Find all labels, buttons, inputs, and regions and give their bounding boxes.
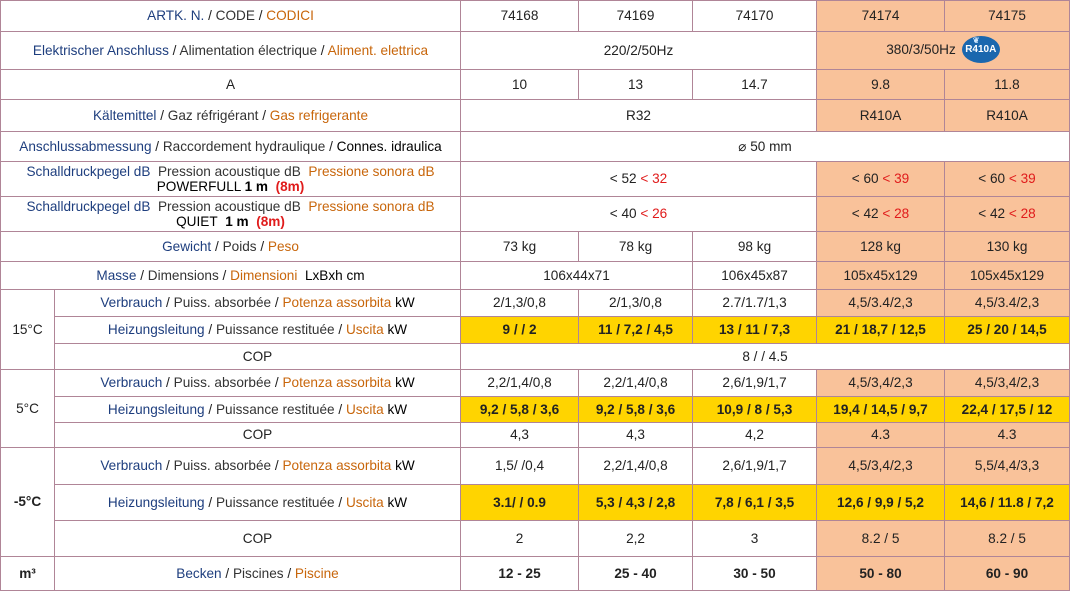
noise-powerful-value-3: < 60 < 39 [945,162,1070,197]
cell: 2,2/1,4/0,8 [579,448,693,485]
dimensions-label: Masse / Dimensions / Dimensioni LxBxh cm [1,262,461,290]
cell: 2,6/1,9/1,7 [693,370,817,397]
cell: 2,2/1,4/0,8 [461,370,579,397]
cell: 3 [693,521,817,557]
cell: 12,6 / 9,9 / 5,2 [817,485,945,521]
pool-value: 25 - 40 [579,557,693,591]
cell: 9,2 / 5,8 / 3,6 [461,397,579,423]
power-label: Elektrischer Anschluss / Alimentation électrique / Aliment. elettrica [1,32,461,70]
cell: 13 / 11 / 7,3 [693,317,817,344]
row-m5-verbrauch [1,448,1070,485]
amp-value: 10 [461,70,579,100]
row-weight [1,232,1070,262]
cell: 2.7/1.7/1,3 [693,290,817,317]
cell: 22,4 / 17,5 / 12 [945,397,1070,423]
cell: 9,2 / 5,8 / 3,6 [579,397,693,423]
cop-label: COP [55,423,461,448]
cell: 2,2 [579,521,693,557]
amp-value: 11.8 [945,70,1070,100]
cop-label: COP [55,344,461,370]
cop-label: COP [55,521,461,557]
amp-label: A [1,70,461,100]
cell: 5,5/4,4/3,3 [945,448,1070,485]
cell: 4,5/3,4/2,3 [817,370,945,397]
noise-quiet-label: Schalldruckpegel dB Pression acoustique dB Pressione sonora dB QUIET 1 m (8m) [1,197,461,232]
noise-powerful-value-1: < 52 < 32 [461,162,817,197]
temp-15: 15°C [1,290,55,370]
temp-minus-5: -5°C [1,448,55,557]
gas-value-1: R32 [461,100,817,132]
dimensions-value-1: 106x44x71 [461,262,693,290]
pool-value: 60 - 90 [945,557,1070,591]
connection-value: ⌀ 50 mm [461,132,1070,162]
pool-label: Becken / Piscines / Piscine [55,557,461,591]
leaf-icon: ❦ [972,36,980,45]
noise-powerful-label: Schalldruckpegel dB Pression acoustique dB Pressione sonora dB POWERFULL 1 m (8m) [1,162,461,197]
cell: 3.1/ / 0.9 [461,485,579,521]
connection-label: Anschlussabmessung / Raccordement hydraulique / Connes. idraulica [1,132,461,162]
noise-quiet-value-1: < 40 < 26 [461,197,817,232]
cell: 14,6 / 11.8 / 7,2 [945,485,1070,521]
cell: 10,9 / 8 / 5,3 [693,397,817,423]
r410a-logo-icon: ❦ R410A [962,36,1000,63]
row-m5-cop [1,521,1070,557]
cell: 4,5/3,4/2,3 [817,448,945,485]
weight-value: 130 kg [945,232,1070,262]
row-5-heiz [1,397,1070,423]
dimensions-value-3: 105x45x129 [817,262,945,290]
heiz-label: Heizungsleitung / Puissance restituée / Uscita kW [55,317,461,344]
cell: 4,3 [579,423,693,448]
temp-5: 5°C [1,370,55,448]
weight-value: 98 kg [693,232,817,262]
weight-value: 73 kg [461,232,579,262]
cell: 8.2 / 5 [817,521,945,557]
row-15-cop [1,344,1070,370]
cell: 9 / / 2 [461,317,579,344]
cell: 4,3 [461,423,579,448]
code-74175: 74175 [945,1,1070,32]
code-label: ARTK. N. / CODE / CODICI [1,1,461,32]
gas-label: Kältemittel / Gaz réfrigérant / Gas refrigerante [1,100,461,132]
cell: 2/1,3/0,8 [461,290,579,317]
weight-value: 78 kg [579,232,693,262]
pool-value: 12 - 25 [461,557,579,591]
cell: 4,2 [693,423,817,448]
dimensions-value-4: 105x45x129 [945,262,1070,290]
row-15-verbrauch [1,290,1070,317]
pool-value: 30 - 50 [693,557,817,591]
cell: 25 / 20 / 14,5 [945,317,1070,344]
amp-value: 14.7 [693,70,817,100]
row-noise-quiet [1,197,1070,232]
code-74169: 74169 [579,1,693,32]
row-dimensions [1,262,1070,290]
amp-value: 9.8 [817,70,945,100]
cell: 2 [461,521,579,557]
cell: 19,4 / 14,5 / 9,7 [817,397,945,423]
cell: 4.3 [945,423,1070,448]
pool-value: 50 - 80 [817,557,945,591]
code-74168: 74168 [461,1,579,32]
cell: 2,2/1,4/0,8 [579,370,693,397]
cell: 5,3 / 4,3 / 2,8 [579,485,693,521]
cell: 2/1,3/0,8 [579,290,693,317]
row-15-heiz [1,317,1070,344]
row-connection [1,132,1070,162]
dimensions-value-2: 106x45x87 [693,262,817,290]
power-value-2: 380/3/50Hz ❦ R410A [817,32,1070,70]
cell: 7,8 / 6,1 / 3,5 [693,485,817,521]
row-power [1,32,1070,70]
noise-quiet-value-3: < 42 < 28 [945,197,1070,232]
verbrauch-label: Verbrauch / Puiss. absorbée / Potenza assorbita kW [55,370,461,397]
cell: 4,5/3,4/2,3 [945,370,1070,397]
pool-unit: m³ [1,557,55,591]
verbrauch-label: Verbrauch / Puiss. absorbée / Potenza assorbita kW [55,448,461,485]
gas-value-3: R410A [945,100,1070,132]
row-noise-powerful [1,162,1070,197]
cell: 1,5/ /0,4 [461,448,579,485]
weight-label: Gewicht / Poids / Peso [1,232,461,262]
noise-quiet-value-2: < 42 < 28 [817,197,945,232]
weight-value: 128 kg [817,232,945,262]
amp-value: 13 [579,70,693,100]
cell: 4,5/3.4/2,3 [817,290,945,317]
heiz-label: Heizungsleitung / Puissance restituée / Uscita kW [55,397,461,423]
row-5-verbrauch [1,370,1070,397]
cell: 8 / / 4.5 [461,344,1070,370]
code-74174: 74174 [817,1,945,32]
cell: 4,5/3.4/2,3 [945,290,1070,317]
gas-value-2: R410A [817,100,945,132]
cell: 11 / 7,2 / 4,5 [579,317,693,344]
row-gas [1,100,1070,132]
power-value-1: 220/2/50Hz [461,32,817,70]
row-pool [1,557,1070,591]
cell: 21 / 18,7 / 12,5 [817,317,945,344]
row-5-cop [1,423,1070,448]
code-74170: 74170 [693,1,817,32]
noise-powerful-value-2: < 60 < 39 [817,162,945,197]
verbrauch-label: Verbrauch / Puiss. absorbée / Potenza assorbita kW [55,290,461,317]
row-m5-heiz [1,485,1070,521]
row-code [1,1,1070,32]
cell: 4.3 [817,423,945,448]
cell: 2,6/1,9/1,7 [693,448,817,485]
cell: 8.2 / 5 [945,521,1070,557]
row-amp [1,70,1070,100]
heiz-label: Heizungsleitung / Puissance restituée / Uscita kW [55,485,461,521]
